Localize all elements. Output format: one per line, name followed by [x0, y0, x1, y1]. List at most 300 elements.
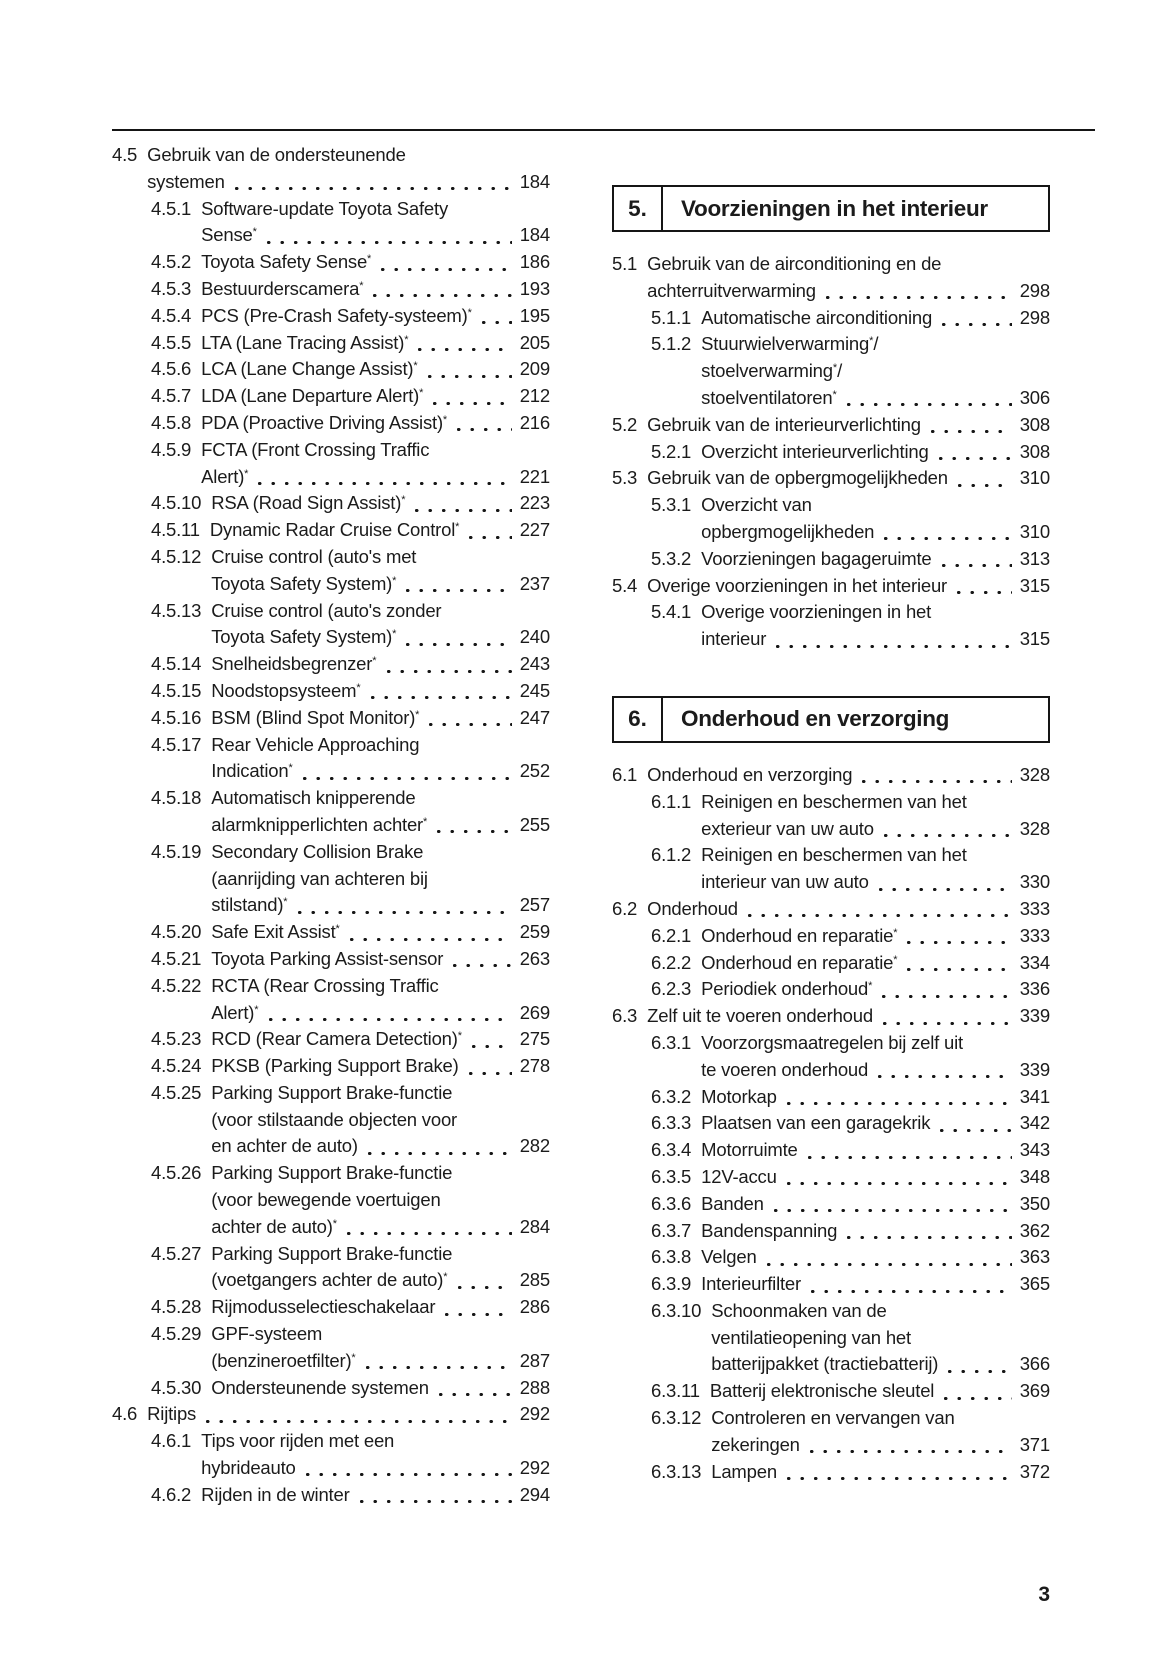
- toc-entry-body: [211, 1026, 550, 1053]
- asterisk-marker: *: [335, 923, 340, 936]
- toc-entry-number: 4.5.18: [151, 787, 202, 809]
- toc-page-number: 237: [519, 572, 550, 594]
- toc-entry-body: [201, 249, 550, 276]
- toc-entry[interactable]: [112, 598, 550, 652]
- toc-entry-body: [201, 1428, 550, 1482]
- dot-leader: [862, 780, 1011, 783]
- dot-leader: [406, 643, 511, 646]
- toc-entry-number: 4.5.17: [151, 733, 202, 755]
- toc-entry-line: [211, 973, 550, 1000]
- toc-entry[interactable]: [612, 842, 1050, 896]
- toc-entry[interactable]: [112, 1160, 550, 1240]
- dot-leader: [350, 938, 512, 941]
- toc-entry-line: [211, 1080, 550, 1107]
- toc-entry-number: 6.3.2: [651, 1085, 692, 1107]
- toc-entry-title: Rijtips: [147, 1403, 197, 1425]
- toc-entry-title: (aanrijding van achteren bij: [211, 867, 428, 889]
- toc-page-number: 350: [1019, 1192, 1050, 1214]
- toc-entry-line: [201, 249, 550, 276]
- toc-entry-body: [211, 1160, 550, 1240]
- toc-entry-body: [701, 789, 1050, 843]
- toc-entry-number: 5.3.1: [651, 494, 692, 516]
- toc-entry-number: 5.1: [612, 253, 638, 274]
- toc-entry-body: [211, 1053, 550, 1080]
- dot-leader: [942, 564, 1012, 567]
- toc-entry[interactable]: [112, 1080, 550, 1160]
- toc-entry-line: [701, 385, 1050, 412]
- toc-entry[interactable]: [112, 1026, 550, 1053]
- toc-entry[interactable]: [112, 919, 550, 946]
- toc-entry-title: Batterij elektronische sleutel: [709, 1380, 935, 1402]
- toc-entry-line: [211, 1267, 550, 1294]
- toc-entry-line: [701, 869, 1050, 896]
- toc-entry-line: [711, 1325, 1050, 1352]
- toc-entry[interactable]: [112, 383, 550, 410]
- toc-entry-line: [211, 490, 550, 517]
- toc-entry-title: Tips voor rijden met een: [201, 1430, 395, 1452]
- toc-page-number: 315: [1019, 574, 1050, 596]
- toc-entry-title: Toyota Safety Sense*: [201, 251, 372, 273]
- toc-entry-line: [701, 492, 1050, 519]
- toc-entry[interactable]: [112, 196, 550, 250]
- toc-entry-title: Dynamic Radar Cruise Control*: [209, 519, 460, 541]
- dot-leader: [811, 1290, 1012, 1293]
- toc-entry[interactable]: [112, 651, 550, 678]
- toc-entry[interactable]: [112, 1482, 550, 1509]
- toc-entry[interactable]: [112, 732, 550, 786]
- toc-entry[interactable]: [112, 517, 550, 544]
- toc-entry-title: (benzineroetfilter)*: [211, 1349, 356, 1371]
- toc-entry[interactable]: [612, 412, 1050, 439]
- toc-entry-line: [201, 464, 550, 491]
- toc-entry-title: Ondersteunende systemen: [211, 1376, 429, 1398]
- toc-entry-line: [211, 1294, 550, 1321]
- asterisk-marker: *: [467, 306, 472, 319]
- chapter-title: Voorzieningen in het interieur: [681, 195, 988, 221]
- toc-entry-line: [211, 732, 550, 759]
- toc-page-number: 184: [519, 224, 550, 246]
- toc-entry-number: 6.3.10: [651, 1299, 702, 1321]
- toc-entry[interactable]: [612, 896, 1050, 923]
- toc-entry-title: LCA (Lane Change Assist)*: [201, 358, 418, 380]
- toc-entry[interactable]: [612, 950, 1050, 977]
- toc-entry-line: [701, 331, 1050, 358]
- toc-entry[interactable]: [612, 331, 1050, 411]
- toc-entry[interactable]: [112, 410, 550, 437]
- toc-entry-body: [201, 356, 550, 383]
- toc-entry-title: 12V-accu: [701, 1165, 777, 1187]
- toc-entry-title: Onderhoud en reparatie*: [701, 951, 898, 973]
- toc-entry[interactable]: [612, 1110, 1050, 1137]
- toc-entry-number: 4.5.21: [151, 947, 202, 969]
- dot-leader: [884, 834, 1012, 837]
- asterisk-marker: *: [392, 574, 397, 587]
- toc-entry-number: 4.5.2: [151, 251, 192, 273]
- toc-entry[interactable]: [112, 330, 550, 357]
- toc-entry-line: [710, 1378, 1050, 1405]
- toc-page-number: 285: [519, 1269, 550, 1291]
- toc-entry-title: LDA (Lane Departure Alert)*: [201, 385, 424, 407]
- toc-entry-number: 6.3.8: [651, 1246, 692, 1268]
- dot-leader: [469, 536, 511, 539]
- toc-entry-line: [647, 278, 1050, 305]
- toc-entry-number: 4.5.15: [151, 679, 202, 701]
- toc-entry-number: 4.5.29: [151, 1323, 202, 1345]
- toc-column-left: [112, 142, 550, 1509]
- toc-entry[interactable]: [112, 249, 550, 276]
- toc-page-number: 287: [519, 1349, 550, 1371]
- toc-entry[interactable]: [612, 1030, 1050, 1084]
- toc-entry-body: [201, 1482, 550, 1509]
- toc-page-number: 313: [1019, 547, 1050, 569]
- toc-entry-title: Snelheidsbegrenzer*: [211, 653, 377, 675]
- asterisk-marker: *: [372, 655, 377, 668]
- toc-entry-title: alarmknipperlichten achter*: [211, 813, 428, 835]
- asterisk-marker: *: [832, 388, 837, 401]
- toc-entry-body: [711, 1459, 1050, 1486]
- toc-entry-title: Cruise control (auto's met: [211, 545, 417, 567]
- toc-entry-line: [147, 1401, 550, 1428]
- toc-entry-body: [701, 331, 1050, 411]
- toc-entry-body: [701, 599, 1050, 653]
- toc-entry[interactable]: [112, 785, 550, 839]
- toc-page-number: 282: [519, 1135, 550, 1157]
- toc-entry[interactable]: [612, 1244, 1050, 1271]
- dot-leader: [940, 1129, 1011, 1132]
- dot-leader: [269, 1018, 512, 1021]
- toc-entry-number: 6.2.3: [651, 978, 692, 1000]
- dot-leader: [748, 914, 1012, 917]
- dot-leader: [306, 1473, 512, 1476]
- toc-entry[interactable]: [612, 976, 1050, 1003]
- toc-entry-body: [701, 1137, 1050, 1164]
- toc-entry-body: [647, 412, 1050, 439]
- asterisk-marker: *: [283, 896, 288, 909]
- toc-entry[interactable]: [112, 1428, 550, 1482]
- dot-leader: [776, 645, 1012, 648]
- toc-entry[interactable]: [112, 1241, 550, 1295]
- dot-leader: [907, 968, 1011, 971]
- toc-entry[interactable]: [612, 305, 1050, 332]
- toc-entry-number: 4.6.1: [151, 1430, 192, 1452]
- toc-entry-line: [201, 383, 550, 410]
- toc-entry[interactable]: [612, 1084, 1050, 1111]
- dot-leader: [267, 241, 512, 244]
- toc-page-number: 286: [519, 1296, 550, 1318]
- toc-entry[interactable]: [112, 142, 550, 196]
- toc-entry-number: 6.3.3: [651, 1112, 692, 1134]
- toc-entry-title: Automatisch knipperende: [211, 787, 416, 809]
- toc-entry-number: 4.6.2: [151, 1483, 192, 1505]
- toc-entry-body: [210, 517, 550, 544]
- toc-entry-title: Toyota Safety System)*: [211, 626, 397, 648]
- toc-entry-line: [201, 1482, 550, 1509]
- toc-entry-line: [201, 437, 550, 464]
- asterisk-marker: *: [252, 226, 257, 239]
- toc-entry-line: [211, 1053, 550, 1080]
- toc-entry[interactable]: [112, 1321, 550, 1375]
- toc-entry-line: [211, 1375, 550, 1402]
- toc-entry-title: systemen: [147, 170, 225, 192]
- toc-entry-number: 4.5.12: [151, 545, 202, 567]
- toc-entry-body: [201, 410, 550, 437]
- dot-leader: [457, 428, 512, 431]
- toc-entry-title: te voeren onderhoud: [701, 1058, 869, 1080]
- toc-entry-number: 6.2.1: [651, 924, 692, 946]
- toc-entry[interactable]: [112, 1401, 550, 1428]
- toc-entry[interactable]: [612, 439, 1050, 466]
- toc-entry-number: 5.3.2: [651, 547, 692, 569]
- dot-leader: [939, 457, 1012, 460]
- toc-entry-title: stoelventilatoren*: [701, 386, 837, 408]
- toc-entry-title: Plaatsen van een garagekrik: [701, 1112, 931, 1134]
- toc-entry-number: 6.3: [612, 1005, 638, 1027]
- dot-leader: [469, 1072, 512, 1075]
- toc-entry-title: Schoonmaken van de: [711, 1299, 887, 1321]
- toc-entry-line: [701, 1030, 1050, 1057]
- toc-entry-line: [211, 839, 550, 866]
- toc-entry[interactable]: [612, 1191, 1050, 1218]
- toc-entry[interactable]: [612, 465, 1050, 492]
- toc-entry-title: Zelf uit te voeren onderhoud: [647, 1005, 873, 1027]
- toc-entry-body: [701, 923, 1050, 950]
- toc-page-number: 212: [519, 385, 550, 407]
- toc-entry-title: FCTA (Front Crossing Traffic: [201, 438, 430, 460]
- toc-page-number: 193: [519, 277, 550, 299]
- dot-leader: [429, 723, 511, 726]
- toc-page-number: 184: [519, 170, 550, 192]
- toc-entry-number: 4.5: [112, 144, 138, 165]
- toc-entry[interactable]: [112, 678, 550, 705]
- toc-entry-number: 6.2.2: [651, 951, 692, 973]
- toc-entry-title: stoelverwarming*/: [701, 360, 843, 382]
- toc-entry-body: [147, 142, 550, 196]
- asterisk-marker: *: [351, 1351, 356, 1364]
- toc-entry-title: Bandenspanning: [701, 1219, 838, 1241]
- toc-entry-body: [647, 1003, 1050, 1030]
- toc-page-number: 298: [1019, 279, 1050, 301]
- toc-entry-title: Overzicht van: [701, 494, 812, 516]
- toc-entry[interactable]: [112, 544, 550, 598]
- toc-page-number: 334: [1019, 951, 1050, 973]
- dot-leader: [387, 670, 512, 673]
- toc-entry-number: 5.1.1: [651, 306, 692, 328]
- toc-entry-body: [701, 1084, 1050, 1111]
- toc-entry-line: [701, 1271, 1050, 1298]
- toc-entry[interactable]: [612, 923, 1050, 950]
- toc-entry-line: [701, 519, 1050, 546]
- toc-entry-title: Stuurwielverwarming*/: [701, 333, 879, 355]
- dot-leader: [347, 1232, 512, 1235]
- toc-entry-number: 4.5.4: [151, 304, 192, 326]
- toc-entry-title: Overige voorzieningen in het interieur: [647, 574, 948, 596]
- toc-entry-line: [211, 1241, 550, 1268]
- toc-entry[interactable]: [612, 492, 1050, 546]
- toc-entry[interactable]: [112, 303, 550, 330]
- toc-entry-line: [211, 1133, 550, 1160]
- toc-entry-number: 4.5.30: [151, 1376, 202, 1398]
- asterisk-marker: *: [415, 708, 420, 721]
- chapter-title: Onderhoud en verzorging: [681, 706, 950, 732]
- dot-leader: [418, 348, 511, 351]
- toc-entry-line: [701, 816, 1050, 843]
- toc-entry-title: Reinigen en beschermen van het: [701, 790, 967, 812]
- toc-page-number: 257: [519, 894, 550, 916]
- toc-entry-number: 6.1.2: [651, 844, 692, 866]
- toc-entry[interactable]: [612, 1164, 1050, 1191]
- dot-leader: [847, 1236, 1011, 1239]
- toc-entry-body: [647, 465, 1050, 492]
- dot-leader: [810, 1450, 1012, 1453]
- toc-entry[interactable]: [112, 973, 550, 1027]
- toc-entry[interactable]: [612, 546, 1050, 573]
- toc-page-number: 330: [1019, 871, 1050, 893]
- toc-page-number: 369: [1019, 1380, 1050, 1402]
- toc-entry-title: Overige voorzieningen in het: [701, 601, 932, 623]
- toc-entry-line: [647, 251, 1050, 278]
- dot-leader: [884, 537, 1011, 540]
- toc-page-number: 269: [519, 1001, 550, 1023]
- toc-page-number: 339: [1019, 1058, 1050, 1080]
- toc-entry-body: [647, 251, 1050, 305]
- toc-entry-line: [211, 1000, 550, 1027]
- toc-page-number: 288: [519, 1376, 550, 1398]
- dot-leader: [879, 888, 1012, 891]
- toc-entry[interactable]: [612, 762, 1050, 789]
- toc-entry[interactable]: [112, 839, 550, 919]
- toc-entry-body: [211, 490, 550, 517]
- toc-entry-body: [711, 1298, 1050, 1378]
- toc-entry-number: 4.5.19: [151, 840, 202, 862]
- toc-entry[interactable]: [112, 1053, 550, 1080]
- toc-entry-title: Banden: [701, 1192, 764, 1214]
- toc-page-number: 310: [1019, 520, 1050, 542]
- toc-entry[interactable]: [112, 1294, 550, 1321]
- toc-page-number: 328: [1019, 817, 1050, 839]
- toc-entry[interactable]: [112, 437, 550, 491]
- toc-entry[interactable]: [612, 573, 1050, 600]
- toc-entry-title: RCD (Rear Camera Detection)*: [211, 1028, 463, 1050]
- toc-entry[interactable]: [612, 1459, 1050, 1486]
- toc-entry-line: [647, 1003, 1050, 1030]
- toc-entry-line: [211, 946, 550, 973]
- toc-entry-number: 4.5.6: [151, 358, 192, 380]
- toc-entry-number: 4.5.28: [151, 1296, 202, 1318]
- toc-entry-title: Cruise control (auto's zonder: [211, 599, 442, 621]
- toc-entry-title: achter de auto)*: [211, 1215, 337, 1237]
- toc-entry-body: [201, 437, 550, 491]
- toc-entry[interactable]: [612, 789, 1050, 843]
- toc-entry[interactable]: [612, 251, 1050, 305]
- toc-entry[interactable]: [612, 1003, 1050, 1030]
- toc-entry[interactable]: [612, 1298, 1050, 1378]
- asterisk-marker: *: [443, 1271, 448, 1284]
- toc-entry-number: 4.5.25: [151, 1081, 202, 1103]
- toc-entry-number: 4.5.9: [151, 438, 192, 460]
- toc-entry-body: [701, 546, 1050, 573]
- dot-leader: [774, 1209, 1012, 1212]
- toc-entry-body: [211, 1294, 550, 1321]
- toc-page-number: 227: [519, 519, 550, 541]
- toc-entry[interactable]: [112, 490, 550, 517]
- toc-entry-line: [211, 812, 550, 839]
- dot-leader: [458, 1286, 512, 1289]
- toc-entry[interactable]: [112, 276, 550, 303]
- toc-entry-title: Gebruik van de airconditioning en de: [647, 253, 942, 274]
- toc-entry-line: [211, 678, 550, 705]
- toc-entry[interactable]: [112, 356, 550, 383]
- toc-entry-line: [201, 303, 550, 330]
- toc-entry[interactable]: [612, 1137, 1050, 1164]
- toc-entry-title: stilstand)*: [211, 894, 288, 916]
- chapter-header: [612, 185, 1050, 232]
- toc-entry[interactable]: [612, 1271, 1050, 1298]
- toc-page-number: 315: [1019, 628, 1050, 650]
- toc-entry-number: 4.5.16: [151, 706, 202, 728]
- toc-entry-body: [701, 1271, 1050, 1298]
- dot-leader: [882, 995, 1011, 998]
- toc-entry-title: ventilatieopening van het: [711, 1326, 911, 1348]
- dot-leader: [373, 294, 511, 297]
- toc-entry-body: [201, 303, 550, 330]
- toc-entry-body: [710, 1378, 1050, 1405]
- toc-entry-line: [201, 276, 550, 303]
- toc-entry[interactable]: [112, 705, 550, 732]
- toc-entry-line: [211, 1187, 550, 1214]
- toc-entry[interactable]: [112, 946, 550, 973]
- toc-entry-body: [211, 705, 550, 732]
- toc-entry-title: Parking Support Brake-functie: [211, 1162, 453, 1184]
- asterisk-marker: *: [893, 953, 898, 966]
- dot-leader: [368, 1152, 512, 1155]
- toc-entry-title: Software-update Toyota Safety: [201, 197, 449, 219]
- toc-page-number: 342: [1019, 1112, 1050, 1134]
- asterisk-marker: *: [356, 681, 361, 694]
- toc-page-number: 371: [1019, 1433, 1050, 1455]
- toc-entry-body: [201, 330, 550, 357]
- toc-entry-number: 6.1: [612, 763, 638, 785]
- toc-page-number: 308: [1019, 440, 1050, 462]
- toc-entry-title: Parking Support Brake-functie: [211, 1242, 453, 1264]
- toc-entry-line: [201, 1455, 550, 1482]
- toc-entry[interactable]: [612, 1405, 1050, 1459]
- dot-leader: [787, 1477, 1012, 1480]
- toc-entry-title: hybrideauto: [201, 1457, 296, 1479]
- toc-entry-line: [711, 1298, 1050, 1325]
- toc-entry[interactable]: [612, 1218, 1050, 1245]
- toc-entry-number: 4.5.10: [151, 492, 202, 514]
- toc-entry[interactable]: [612, 1378, 1050, 1405]
- toc-entry-title: Alert)*: [211, 1001, 259, 1023]
- toc-entry-title: Gebruik van de interieurverlichting: [647, 413, 921, 435]
- toc-page-number: 362: [1019, 1219, 1050, 1241]
- toc-entry-number: 5.2.1: [651, 440, 692, 462]
- toc-page-number: 263: [519, 947, 550, 969]
- toc-entry-line: [701, 1191, 1050, 1218]
- toc-entry-line: [201, 330, 550, 357]
- toc-entry[interactable]: [112, 1375, 550, 1402]
- toc-entry[interactable]: [612, 599, 1050, 653]
- toc-entry-number: 6.3.1: [651, 1031, 692, 1053]
- toc-entry-number: 5.2: [612, 413, 638, 435]
- toc-entry-number: 6.3.13: [651, 1460, 702, 1482]
- toc-entry-line: [711, 1351, 1050, 1378]
- toc-page-number: 372: [1019, 1460, 1050, 1482]
- toc-entry-body: [201, 196, 550, 250]
- asterisk-marker: *: [442, 413, 448, 426]
- toc-entry-title: Safe Exit Assist*: [211, 921, 340, 943]
- asterisk-marker: *: [832, 362, 838, 375]
